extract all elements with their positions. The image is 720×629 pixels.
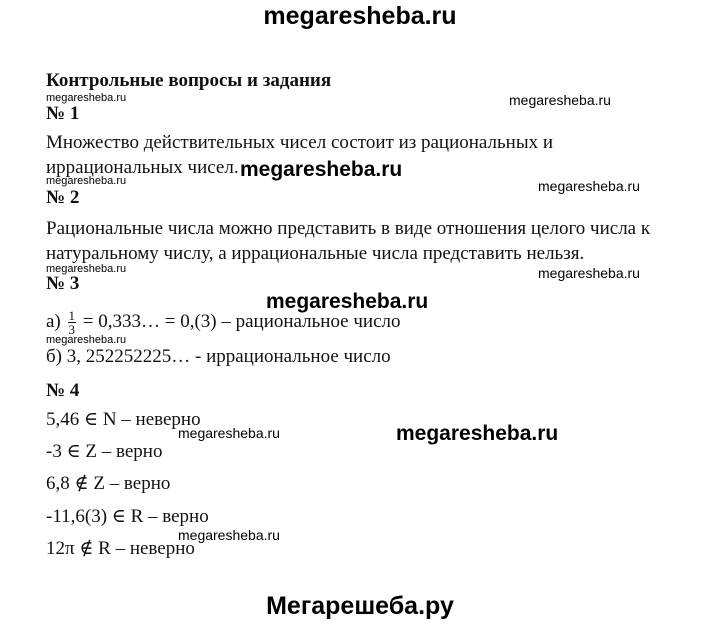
- answer-4-item-4: -11,6(3) ∈ R – верно: [46, 506, 209, 527]
- watermark-large: megaresheba.ru: [266, 290, 429, 313]
- watermark-large: megaresheba.ru: [396, 422, 559, 445]
- watermark-small: megaresheba.ru: [46, 175, 127, 187]
- answer-2-line-1: Рациональные числа можно представить в виде отношения целого числа к: [46, 218, 651, 239]
- answer-3a-rest: = 0,333… = 0,(3) – рациональное число: [82, 311, 401, 332]
- answer-4-item-2: -3 ∈ Z – верно: [46, 441, 163, 462]
- question-number-3: № 3: [46, 273, 80, 294]
- answer-1-line-2: иррациональных чисел.: [46, 157, 239, 178]
- answer-4-item-1: 5,46 ∈ N – неверно: [46, 409, 201, 430]
- watermark-small: megaresheba.ru: [538, 265, 640, 281]
- answer-4-item-5: 12π ∉ R – неверно: [46, 538, 195, 559]
- watermark-small: megaresheba.ru: [509, 92, 611, 108]
- watermark-small: megaresheba.ru: [178, 527, 280, 543]
- watermark-small: megaresheba.ru: [46, 263, 127, 275]
- watermark-small: megaresheba.ru: [46, 334, 127, 346]
- watermark-small: megaresheba.ru: [178, 425, 280, 441]
- site-footer: Мегарешеба.ру: [266, 592, 454, 620]
- site-header: megaresheba.ru: [263, 2, 457, 30]
- fraction-denominator: 3: [68, 322, 76, 338]
- answer-3a: [46, 309, 401, 336]
- watermark-small: megaresheba.ru: [46, 92, 127, 104]
- answer-3b: б) 3, 252252225… - иррациональное число: [46, 346, 391, 367]
- watermark-small: megaresheba.ru: [538, 178, 640, 194]
- answer-1-line-1: Множество действительных чисел состоит из рациональных и: [46, 132, 554, 153]
- fraction-one-third: [68, 309, 77, 336]
- answer-2-line-2: натуральному числу, а иррациональные числа представить нельзя.: [46, 243, 585, 264]
- question-number-1: № 1: [46, 103, 80, 124]
- watermark-large: megaresheba.ru: [240, 158, 403, 181]
- answer-3a-prefix: а): [46, 311, 61, 332]
- question-number-2: № 2: [46, 187, 80, 208]
- answer-4-item-3: 6,8 ∉ Z – верно: [46, 473, 171, 494]
- question-number-4: № 4: [46, 380, 80, 401]
- fraction-numerator: 1: [68, 308, 76, 324]
- section-title: Контрольные вопросы и задания: [46, 70, 332, 91]
